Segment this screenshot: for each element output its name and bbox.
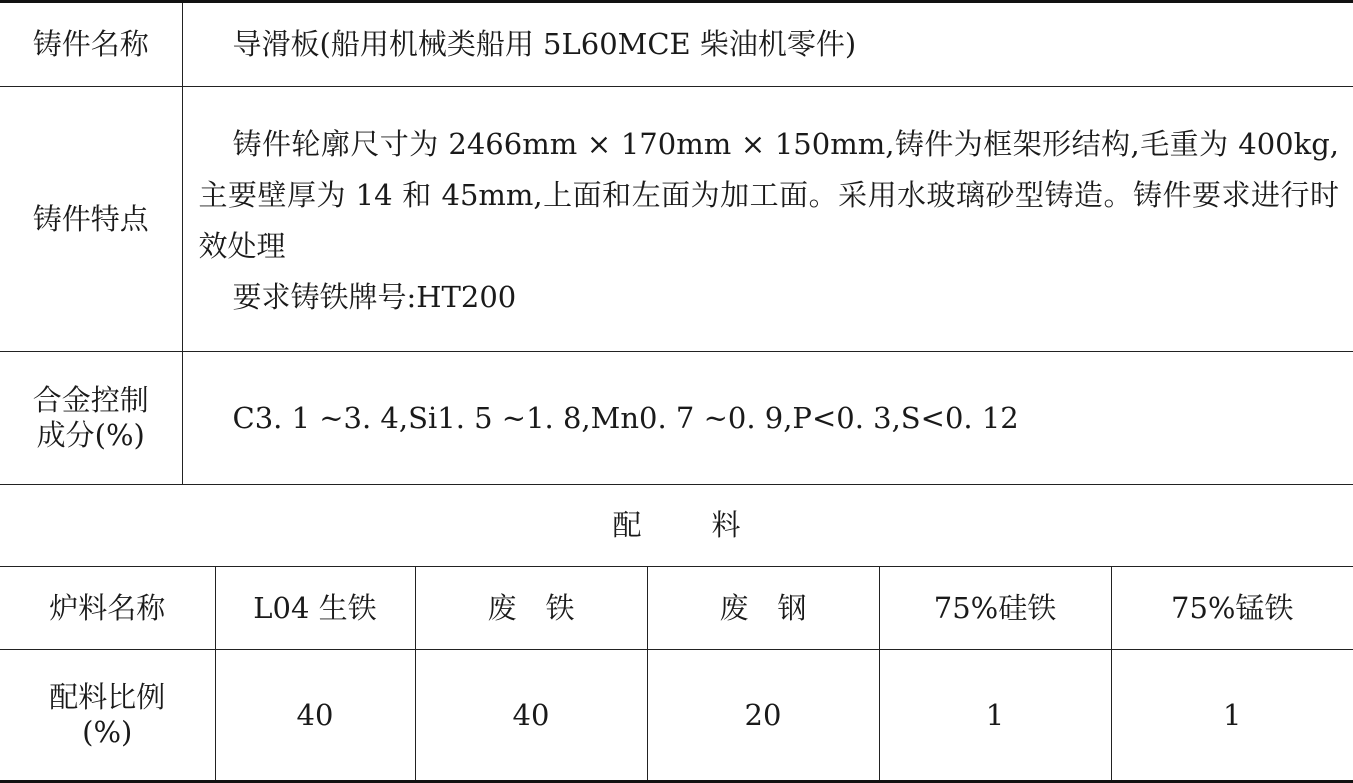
batching-table bbox=[0, 566, 1353, 783]
batching-header-row bbox=[0, 567, 1353, 650]
header-scrap-steel: 废 钢 bbox=[647, 567, 879, 650]
alloy-composition-label bbox=[0, 352, 182, 485]
casting-name-value: 导滑板(船用机械类船用 5L60MCE 柴油机零件) bbox=[182, 2, 1353, 87]
ratio-ferromanganese: 1 bbox=[1111, 650, 1353, 782]
batching-ratio-row bbox=[0, 650, 1353, 782]
ratio-label bbox=[0, 650, 215, 782]
ratio-label-line1: 配料比例 bbox=[49, 680, 166, 715]
header-ferrosilicon: 75%硅铁 bbox=[879, 567, 1111, 650]
ratio-ferrosilicon: 1 bbox=[879, 650, 1111, 782]
row-casting-name bbox=[0, 2, 1353, 87]
ratio-pig-iron: 40 bbox=[215, 650, 415, 782]
ratio-scrap-steel: 20 bbox=[647, 650, 879, 782]
alloy-composition-value: C3. 1 ~3. 4,Si1. 5 ~1. 8,Mn0. 7 ~0. 9,P<0. 3,S<0. 12 bbox=[182, 352, 1353, 485]
casting-features-label: 铸件特点 bbox=[0, 87, 182, 352]
row-alloy-composition bbox=[0, 352, 1353, 485]
ratio-label-line2: (%) bbox=[82, 715, 133, 749]
casting-features-cell bbox=[182, 87, 1353, 352]
alloy-label-line1: 合金控制 bbox=[32, 383, 149, 418]
casting-grade-text: 要求铸铁牌号:HT200 bbox=[232, 280, 517, 314]
alloy-label-line2: 成分(%) bbox=[36, 418, 145, 452]
section-title: 配料 bbox=[612, 508, 811, 542]
casting-name-label: 铸件名称 bbox=[0, 2, 182, 87]
header-pig-iron: L04 生铁 bbox=[215, 567, 415, 650]
header-scrap-iron: 废 铁 bbox=[415, 567, 647, 650]
header-charge-name: 炉料名称 bbox=[0, 567, 215, 650]
header-ferromanganese: 75%锰铁 bbox=[1111, 567, 1353, 650]
casting-features-text: 铸件轮廓尺寸为 2466mm × 170mm × 150mm,铸件为框架形结构,毛重为 400kg,主要壁厚为 14 和 45mm,上面和左面为加工面。采用水玻璃砂型铸造。铸件要求进行时效处理 bbox=[198, 127, 1339, 263]
row-casting-features bbox=[0, 87, 1353, 352]
ratio-scrap-iron: 40 bbox=[415, 650, 647, 782]
